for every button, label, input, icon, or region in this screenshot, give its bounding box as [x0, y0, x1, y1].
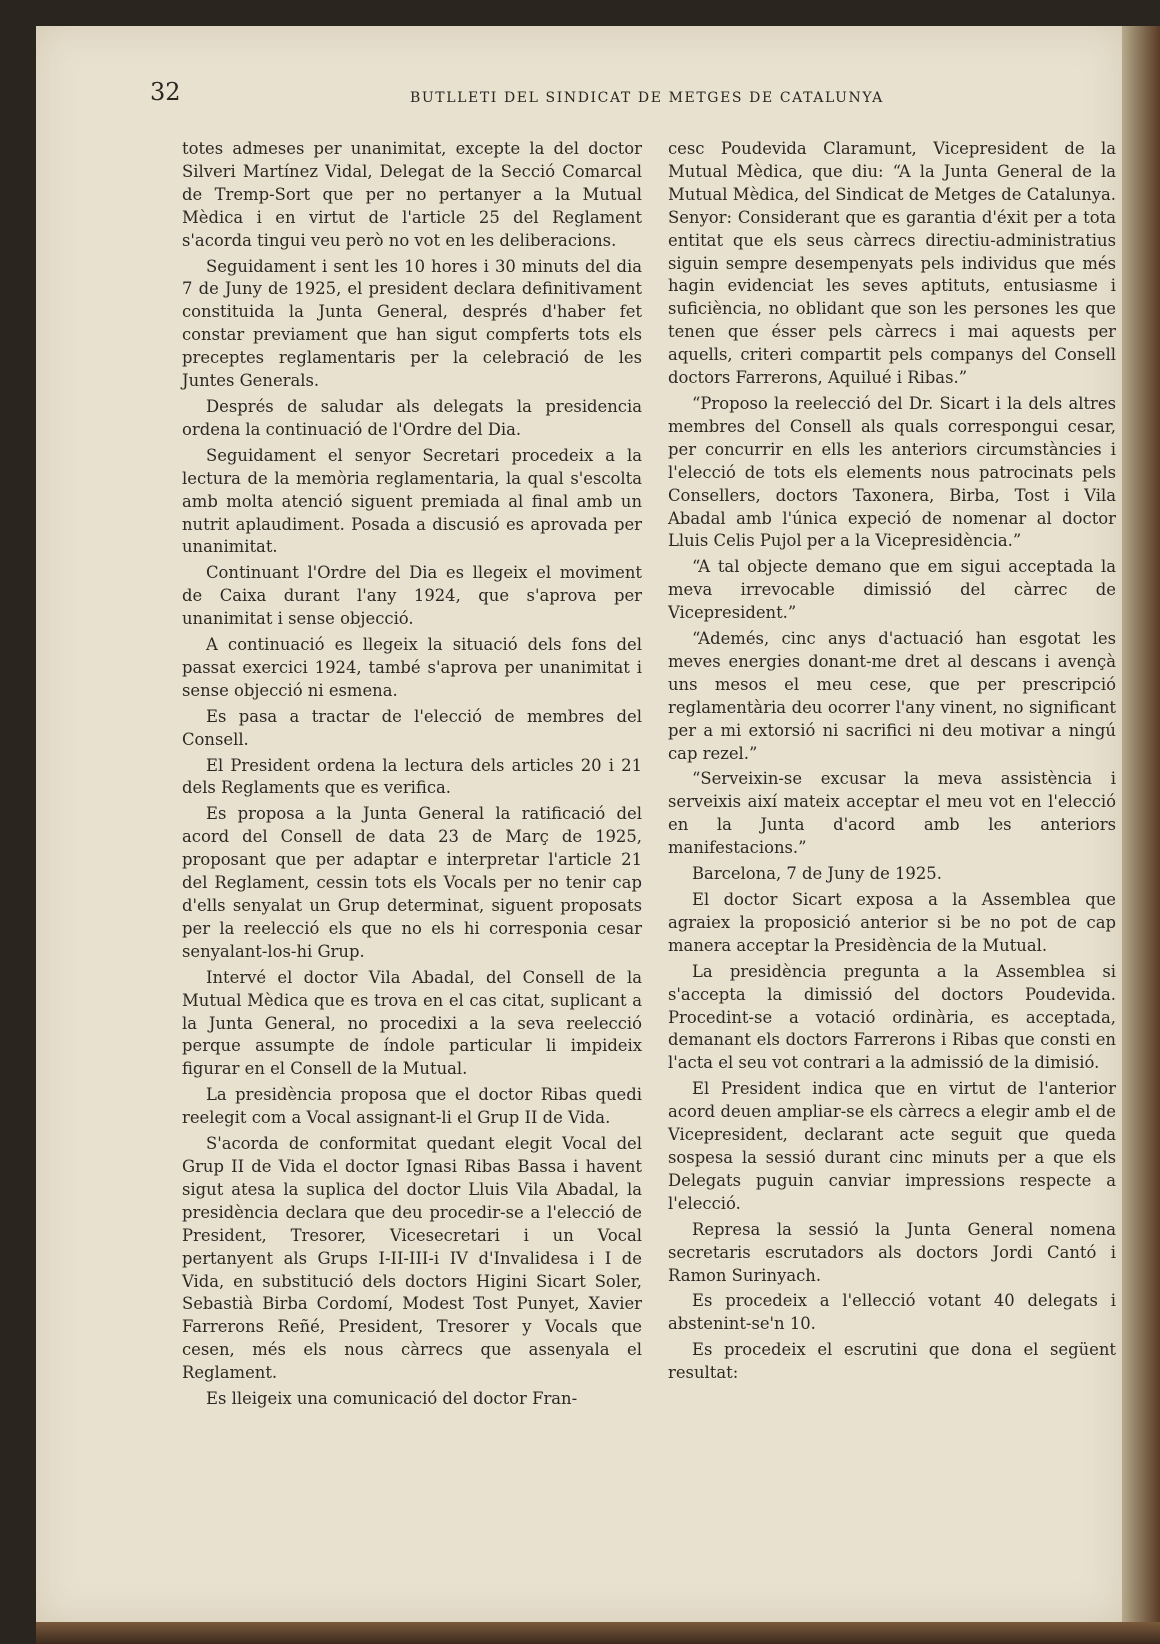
paragraph: “Ademés, cinc anys d'actuació han esgotat les meves energies donant-me dret al descans i avençà uns mesos el meu cese, que per prescripció reglamentària deu ocorrer l'any vinent, no significant per a mi extorsió ni sacrifici ni deu motivar a ningú cap rezel.” — [668, 629, 1116, 763]
left-column — [182, 138, 642, 1411]
paragraph: Després de saludar als delegats la presidencia ordena la continuació de l'Ordre del Dia. — [182, 396, 642, 439]
paragraph: Seguidament i sent les 10 hores i 30 minuts del dia 7 de Juny de 1925, el president declara definitivament constituida la Junta General, després d'haber fet constar previament que han sigut compferts tots els preceptes reglamentaris per la celebració de les Juntes Generals. — [182, 256, 642, 391]
paragraph: La presidència pregunta a la Assemblea si s'accepta la dimissió del doctors Poudevida. Procedint-se a votació ordinària, es acceptada, demanant els doctors Farrerons i Ribas que consti en l'acta el seu vot contrari a la admissió de la dimisió. — [668, 961, 1116, 1073]
paragraph: “Proposo la reelecció del Dr. Sicart i la dels altres membres del Consell als quals correspongui cesar, per concurrir en ells les anteriors circumstàncies i l'elecció de tots els elements nous patrocinats pels Consellers, doctors Taxonera, Birba, Tost i Vila Abadal amb l'única expeció de nomenar al doctor Lluis Celis Pujol per a la Vicepresidència.” — [668, 393, 1116, 551]
paragraph: S'acorda de conformitat quedant elegit Vocal del Grup II de Vida el doctor Ignasi Ribas Bassa i havent sigut atesa la suplica del doctor Lluis Vila Abadal, la presidència declara que deu procedir-se a l'elecció de President, Tresorer, Vicesecretari i un Vocal pertanyent als Grups I-II-III-i IV d'Invalidesa i I de Vida, en substitució dels doctors Higini Sicart Soler, Sebastià Birba Cordomí, Modest Tost Punyet, Xavier Farrerons Reñé, President, Tresorer y Vocals que cesen, més els nous càrrecs que assenyala el Reglament. — [182, 1134, 642, 1383]
paragraph: “Serveixin-se excusar la meva assistència i serveixis així mateix acceptar el meu vot en l'elecció en la Junta d'acord amb les anteriors manifestacions.” — [668, 769, 1116, 858]
running-head: BUTLLETI DEL SINDICAT DE METGES DE CATALUNYA — [410, 90, 884, 106]
paragraph: El doctor Sicart exposa a la Assemblea que agraiex la proposició anterior si be no pot de cap manera acceptar la Presidència de la Mutual. — [668, 890, 1116, 955]
page-number: 32 — [150, 78, 181, 106]
page-header — [150, 78, 1030, 108]
book-spine-edge — [1122, 26, 1160, 1626]
paragraph: cesc Poudevida Claramunt, Vicepresident de la Mutual Mèdica, que diu: “A la Junta General de la Mutual Mèdica, del Sindicat de Metges de Catalunya. Senyor: Considerant que es garantia d'éxit per a tota entitat que els seus càrrecs directiu-administratius siguin sempre desempenyats pels individus que més hagin evidenciat les seves aptituts, entusiasme i suficiència, no oblidant que son les persones les que tenen que ésser pels càrrecs i mai aquests per aquells, criteri compartit pels companys del Consell doctors Farrerons, Aquilué i Ribas.” — [668, 139, 1116, 388]
paragraph: A continuació es llegeix la situació dels fons del passat exercici 1924, també s'aprova per unanimitat i sense objecció ni esmena. — [182, 635, 642, 700]
paragraph: La presidència proposa que el doctor Ribas quedi reelegit com a Vocal assignant-li el Grup II de Vida. — [182, 1085, 642, 1128]
paragraph: Es pasa a tractar de l'elecció de membres del Consell. — [182, 706, 642, 749]
paragraph: totes admeses per unanimitat, excepte la del doctor Silveri Martínez Vidal, Delegat de la Secció Comarcal de Tremp-Sort que per no pertanyer a la Mutual Mèdica i en virtut de l'article 25 del Reglament s'acorda tingui veu però no vot en les deliberacions. — [182, 139, 642, 250]
paragraph: Intervé el doctor Vila Abadal, del Consell de la Mutual Mèdica que es trova en el cas citat, suplicant a la Junta General, no procedixi a la seva reelecció perque assumpte de índole particular li impideix figurar en el Consell de la Mutual. — [182, 967, 642, 1079]
paragraph: Barcelona, 7 de Juny de 1925. — [692, 864, 942, 884]
right-column — [668, 138, 1116, 1385]
paragraph: Continuant l'Ordre del Dia es llegeix el moviment de Caixa durant l'any 1924, que s'aprova per unanimitat i sense objecció. — [182, 563, 642, 629]
paragraph: Represa la sessió la Junta General nomena secretaris escrutadors als doctors Jordi Cantó i Ramon Surinyach. — [668, 1219, 1116, 1285]
paragraph: Es proposa a la Junta General la ratificació del acord del Consell de data 23 de Març de 1925, proposant que per adaptar e interpretar l'article 21 del Reglament, cessin tots els Vocals per no tenir cap d'ells senyalat un Grup determinat, siguent proposats per la reelecció els que no els hi corresponia cesar senyalant-los-hi Grup. — [182, 804, 642, 961]
book-bottom-edge — [36, 1622, 1160, 1644]
paragraph: Es procedeix a l'ellecció votant 40 delegats i abstenint-se'n 10. — [668, 1291, 1116, 1334]
paragraph: “A tal objecte demano que em sigui acceptada la meva irrevocable dimissió del càrrec de Vicepresident.” — [668, 557, 1116, 623]
paragraph: El President ordena la lectura dels articles 20 i 21 dels Reglaments que es verifica. — [182, 755, 642, 798]
paragraph: El President indica que en virtut de l'anterior acord deuen ampliar-se els càrrecs a elegir amb el de Vicepresident, declarant acte seguit que queda sospesa la sessió durant cinc minuts per a que els Delegats puguin canviar impressions respecte a l'elecció. — [668, 1079, 1116, 1213]
paragraph: Seguidament el senyor Secretari procedeix a la lectura de la memòria reglamentaria, la qual s'escolta amb molta atenció siguent premiada al final amb un nutrit aplaudiment. Posada a discusió es aprovada per unanimitat. — [182, 445, 642, 557]
paragraph: Es procedeix el escrutini que dona el següent resultat: — [668, 1340, 1116, 1383]
paragraph: Es lleigeix una comunicació del doctor Fran- — [206, 1389, 578, 1409]
